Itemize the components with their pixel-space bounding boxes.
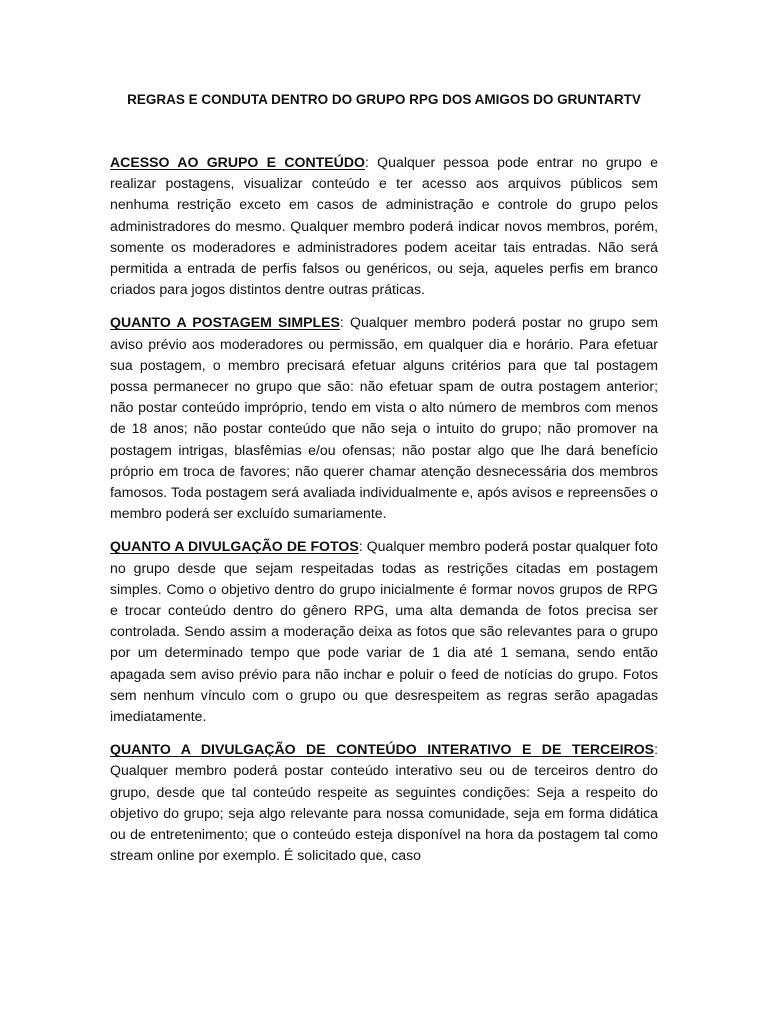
document-title: REGRAS E CONDUTA DENTRO DO GRUPO RPG DOS AMIGOS DO GRUNTARTV bbox=[127, 92, 641, 107]
section-text: : Qualquer pessoa pode entrar no grupo e realizar postagens, visualizar conteúdo e ter acesso aos arquivos públicos sem nenhuma restrição exceto em casos de administração e controle do grupo pelos administradores do mesmo. Qualquer membro poderá indicar novos membros, porém, somente os moderadores e administradores podem aceitar tais entradas. Não será permitida a entrada de perfis falsos ou genéricos, ou seja, aqueles perfis em branco criados para jogos distintos dentre outras práticas. bbox=[110, 154, 659, 298]
section-interactive-content bbox=[110, 739, 658, 866]
section-heading: QUANTO A DIVULGAÇÃO DE CONTEÚDO INTERATIVO E DE TERCEIROS bbox=[110, 741, 655, 758]
section-photos bbox=[110, 536, 658, 727]
section-heading: ACESSO AO GRUPO E CONTEÚDO bbox=[110, 154, 365, 170]
section-text: : Qualquer membro poderá postar conteúdo interativo seu ou de terceiros dentro do grupo, desde que tal conteúdo respeite as seguintes condições: Seja a respeito do objetivo do grupo; seja algo relevante para nossa comunidade, seja em forma didática ou de entretenimento; que o conteúdo esteja disponível na hora da postagem tal como stream online por exemplo. É solicitado que, caso bbox=[110, 741, 658, 864]
section-simple-posts bbox=[110, 312, 658, 524]
section-text: : Qualquer membro poderá postar no grupo sem aviso prévio aos moderadores ou permissão, em qualquer dia e horário. Para efetuar sua postagem, o membro precisará efetuar alguns critérios para que tal postagem possa permanecer no grupo que são: não efetuar spam de outra postagem anterior; não postar conteúdo impróprio, tendo em vista o alto número de membros com menos de 18 anos; não postar conteúdo que não seja o intuito do grupo; não promover na postagem intrigas, blasfêmias e/ou ofensas; não postar algo que lhe dará benefício próprio em troca de favores; não querer chamar atenção desnecessária dos membros famosos. Toda postagem será avaliada individualmente e, após avisos e repreensões o membro poderá ser excluído sumariamente. bbox=[110, 314, 658, 522]
document-body bbox=[110, 152, 658, 879]
section-text: : Qualquer membro poderá postar qualquer foto no grupo desde que sejam respeitadas todas as restrições citadas em postagem simples. Como o objetivo dentro do grupo inicialmente é formar novos grupos de RPG e trocar conteúdo dentro do gênero RPG, uma alta demanda de fotos precisa ser controlada. Sendo assim a moderação deixa as fotos que são relevantes para o grupo por um determinado tempo que pode variar de 1 dia até 1 semana, sendo então apagada sem aviso prévio para não inchar e poluir o feed de notícias do grupo. Fotos sem nenhum vínculo com o grupo ou que desrespeitem as regras serão apagadas imediatamente. bbox=[110, 538, 658, 725]
section-heading: QUANTO A POSTAGEM SIMPLES bbox=[110, 314, 340, 331]
section-access bbox=[110, 152, 658, 300]
section-heading: QUANTO A DIVULGAÇÃO DE FOTOS bbox=[110, 538, 359, 555]
